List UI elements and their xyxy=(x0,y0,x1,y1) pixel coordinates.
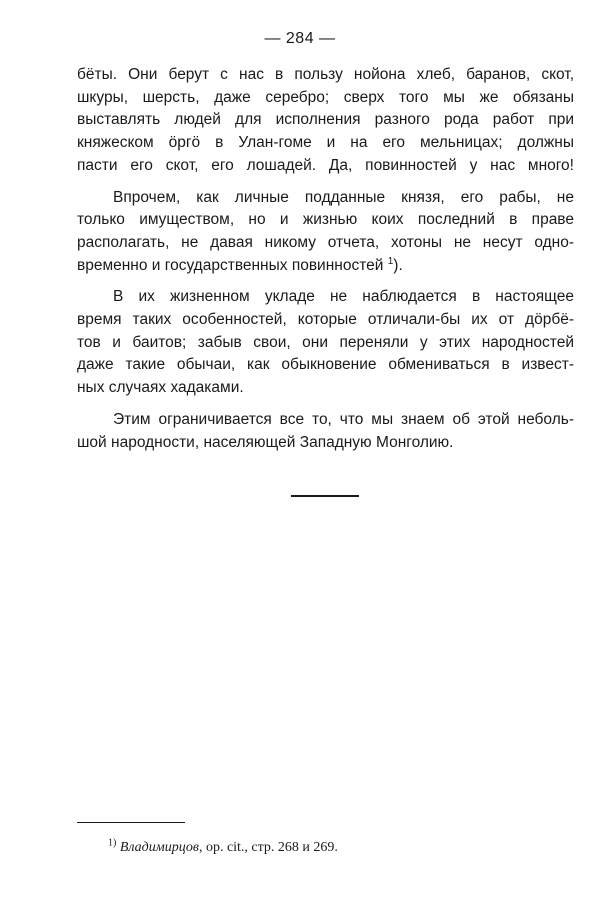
text-line: выставлять людей для исполнения разного рода работ при xyxy=(77,111,574,129)
text-line-tail: ). xyxy=(393,256,403,274)
text-line: даже такие обычаи, как обыкновение обмениваться в извест- xyxy=(77,356,574,374)
paragraph xyxy=(77,286,574,400)
text-line xyxy=(77,255,574,278)
text-line: Впрочем, как личные подданные князя, его рабы, не xyxy=(113,188,574,206)
text-line: тов и баитов; забыв свои, они переняли у этих народностей xyxy=(77,333,574,351)
main-text xyxy=(77,64,574,454)
text-line: шкуры, шерсть, даже серебро; сверх того мы же обязаны xyxy=(77,88,574,106)
footnote-citation: , op. cit., стр. 268 и 269. xyxy=(198,840,338,855)
text-line: В их жизненном укладе не наблюдается в настоящее xyxy=(113,288,574,306)
text-line-content: временно и государственных повинностей xyxy=(77,256,384,274)
text-line: бёты. Они берут с нас в пользу нойона хлеб, баранов, скот, xyxy=(77,66,574,83)
text-line: Этим ограничивается все то, что мы знаем об этой неболь- xyxy=(113,410,574,428)
text-line: шой народности, населяющей Западную Монголию. xyxy=(77,433,454,451)
text-line: время таких особенностей, которые отличали-бы их от дöрбё- xyxy=(77,311,574,329)
footnote-reference[interactable]: 1 xyxy=(387,255,394,267)
footnote-mark: 1) xyxy=(108,837,117,849)
paragraph xyxy=(77,187,574,278)
footnote xyxy=(108,837,338,856)
text-line: ных случаях хадаками. xyxy=(77,379,244,397)
text-line: только имуществом, но и жизнью коих последний в праве xyxy=(77,211,574,229)
paragraph xyxy=(77,409,574,454)
text-line: пасти его скот, его лошадей. Да, повинностей у нас много! xyxy=(77,156,574,174)
paragraph xyxy=(77,64,574,178)
text-line: располагать, не давая никому отчета, хотоны не несут одно- xyxy=(77,233,574,251)
footnote-author: Владимирцов xyxy=(119,840,199,855)
footnote-divider xyxy=(77,822,185,823)
text-line: княжеском öргö в Улан-гоме и на его мельницах; должны xyxy=(77,134,574,152)
section-divider xyxy=(291,495,359,497)
page-number: — 284 — xyxy=(264,30,336,47)
